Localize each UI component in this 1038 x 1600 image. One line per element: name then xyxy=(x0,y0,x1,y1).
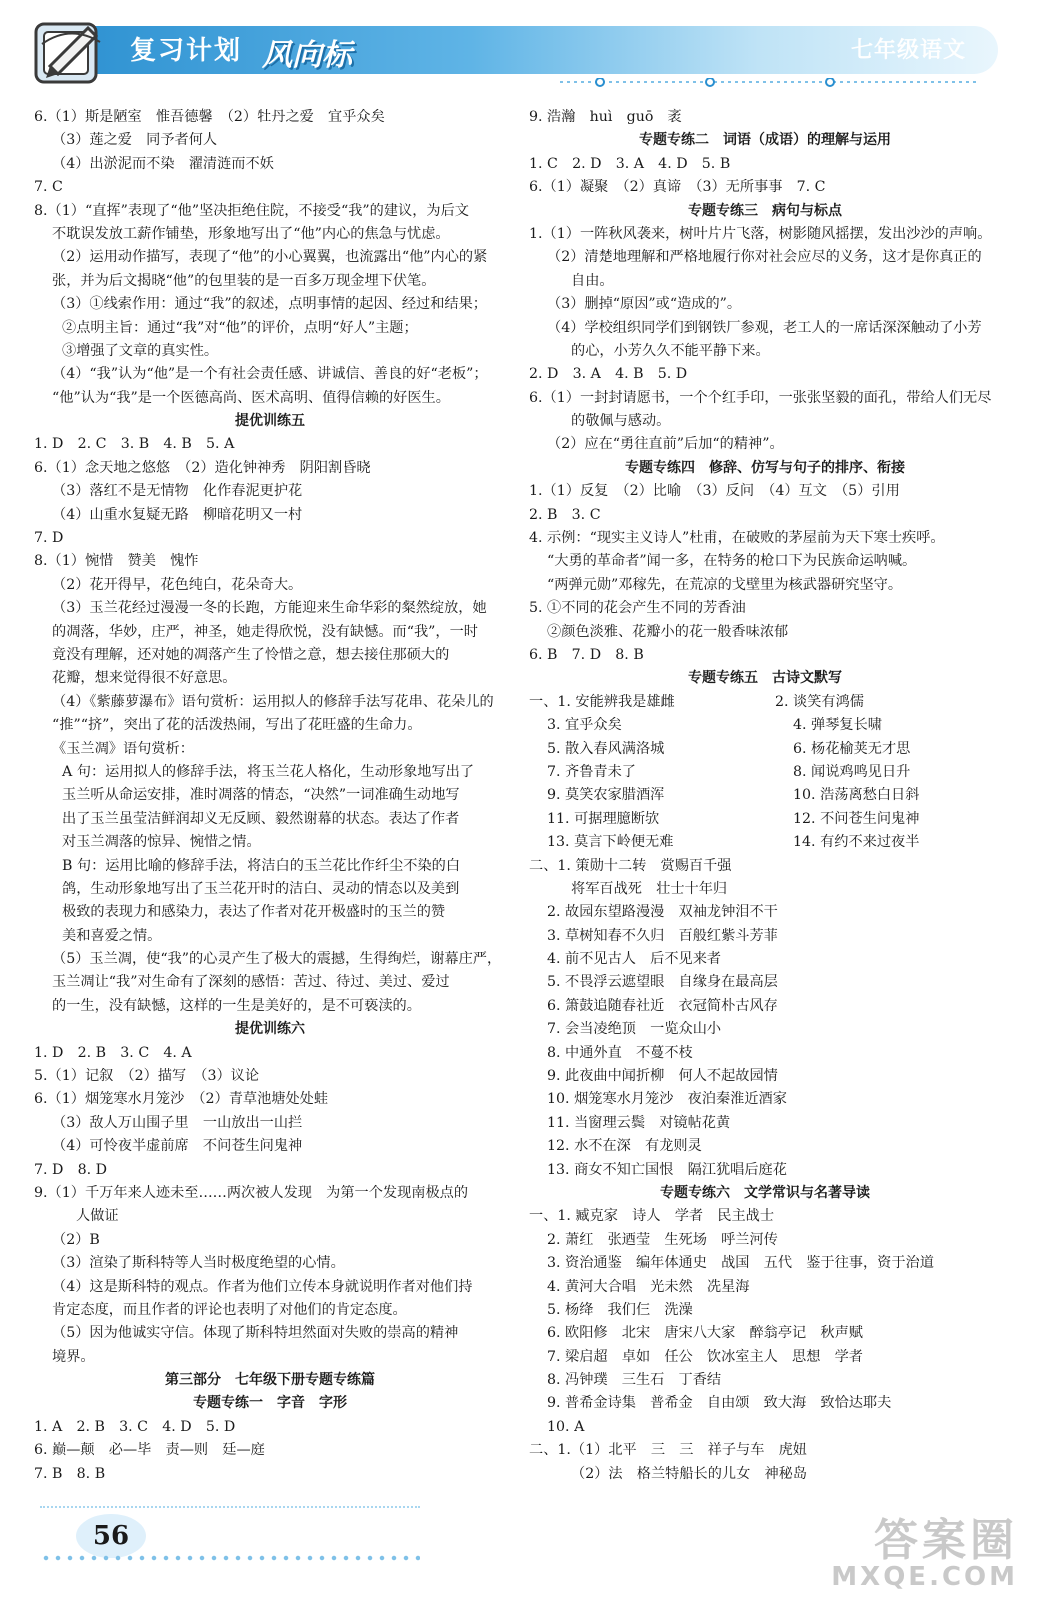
answer-line: 8.（1）“直挥”表现了“他”坚决拒绝住院，不接受“我”的建议，为后文 xyxy=(34,202,469,219)
answer-line-text-second: 6. 杨花榆荚无才思 xyxy=(793,740,911,757)
section-heading: 提优训练六 xyxy=(235,1021,305,1038)
answer-line: “两弹元勋”邓稼先，在荒凉的戈壁里为核武器研究坚守。 xyxy=(547,576,903,593)
answer-line: 7. D xyxy=(34,530,64,547)
answer-line: 的一生，没有缺憾，这样的一生是美好的，是不可亵渎的。 xyxy=(52,997,421,1014)
answer-line: 7. D 8. D xyxy=(34,1161,108,1178)
answer-line: 7. B 8. B xyxy=(34,1465,106,1482)
answer-line-text-second: 12. 不问苍生问鬼神 xyxy=(793,810,920,827)
answer-line: 8. 冯钟璞 三生石 丁香结 xyxy=(547,1372,722,1389)
page-header xyxy=(0,0,1038,100)
answer-line: 一、1. 臧克家 诗人 学者 民主战士 xyxy=(529,1208,775,1225)
answer-line: 10. 烟笼寒水月笼沙 夜泊秦淮近酒家 xyxy=(547,1091,787,1108)
section-heading: 专题专练一 字音 字形 xyxy=(193,1395,347,1412)
answer-line: 1. D 2. B 3. C 4. A xyxy=(34,1044,192,1061)
answer-line: 5. ①不同的花会产生不同的芳香油 xyxy=(529,600,746,617)
answer-line: 1.（1）反复 （2）比喻 （3）反问 （4）互文 （5）引用 xyxy=(529,483,900,500)
answer-line: 11. 当窗理云鬓 对镜帖花黄 xyxy=(547,1114,731,1131)
answer-line: 6. B 7. D 8. B xyxy=(529,646,644,663)
answer-line: 的心，小芳久久不能平静下来。 xyxy=(571,342,770,359)
watermark-url: MXQE.COM xyxy=(831,1562,1018,1592)
answer-line: A 句：运用拟人的修辞手法，将玉兰花人格化，生动形象地写出了 xyxy=(62,763,475,780)
answer-line-pair xyxy=(529,714,1001,737)
answer-line: （2）B xyxy=(52,1231,100,1248)
answer-line: 极致的表现力和感染力，表达了作者对花开极盛时的玉兰的赞 xyxy=(62,904,446,921)
answer-line: 4. 黄河大合唱 光未然 冼星海 xyxy=(547,1278,750,1295)
answer-line: 的凋落，华妙，庄严，神圣，她走得欣悦，没有缺憾。而“我”，一时 xyxy=(52,623,478,640)
page-number: 56 xyxy=(76,1514,146,1558)
answer-line: （2）运用动作描写，表现了“他”的小心翼翼，也流露出“他”内心的紧 xyxy=(52,249,488,266)
answer-line: 9.（1）千万年来人迹未至……两次被人发现 为第一个发现南极点的 xyxy=(34,1184,469,1201)
section-heading: 第三部分 七年级下册专题专练篇 xyxy=(165,1372,375,1389)
watermark-logo-text: 答案圈 xyxy=(874,1515,1018,1566)
answer-line-text-second: 2. 谈笑有鸿儒 xyxy=(775,693,864,710)
answer-line: 竟没有理解，还对她的凋落产生了怜惜之意，想去接住那硕大的 xyxy=(52,646,450,663)
answer-line: ②点明主旨：通过“我”对“他”的评价，点明“好人”主题； xyxy=(62,319,418,336)
answer-line: 13. 商女不知亡国恨 隔江犹唱后庭花 xyxy=(547,1161,787,1178)
answer-line: 不耽误发放工薪作铺垫，形象地写出了“他”内心的焦急与忧虑。 xyxy=(52,225,450,242)
book-pencil-logo-icon xyxy=(30,14,112,92)
answer-line-text: 7. 齐鲁青未了 xyxy=(547,763,636,780)
answer-line: 4. 前不见古人 后不见来者 xyxy=(547,951,722,968)
page-footer xyxy=(0,1500,1038,1600)
left-answer-column xyxy=(34,106,506,1486)
answer-line: 花瓣，想来觉得很不好意思。 xyxy=(52,670,237,687)
answer-line: （5）因为他诚实守信。体现了斯科特坦然面对失败的崇高的精神 xyxy=(52,1325,459,1342)
answer-line: 5. 不畏浮云遮望眼 自缘身在最高层 xyxy=(547,974,778,991)
answer-line: （2）法 格兰特船长的儿女 神秘岛 xyxy=(571,1465,808,1482)
answer-line: （3）删掉“原因”或“造成的”。 xyxy=(547,296,742,313)
answer-line: 2. 故园东望路漫漫 双袖龙钟泪不干 xyxy=(547,904,778,921)
answer-line: 3. 草树知春不久归 百般红紫斗芳菲 xyxy=(547,927,778,944)
answer-line: （3）莲之爱 同予者何人 xyxy=(52,132,218,149)
answer-line: 9. 浩瀚 huì guō 袤 xyxy=(529,109,682,125)
footer-divider xyxy=(40,1506,420,1508)
answer-line: ③增强了文章的真实性。 xyxy=(62,342,219,359)
answer-line: 4. 示例：“现实主义诗人”杜甫，在破败的茅屋前为天下寒士疾呼。 xyxy=(529,530,945,547)
answer-line: 7. C xyxy=(34,179,63,196)
answer-line: 2. D 3. A 4. B 5. D xyxy=(529,366,688,383)
answer-line: 9. 此夜曲中闻折柳 何人不起故园情 xyxy=(547,1068,778,1085)
answer-line: （3）渲染了斯科特等人当时极度绝望的心情。 xyxy=(52,1255,345,1272)
answer-line: 自由。 xyxy=(571,272,614,289)
answer-line-text-second: 4. 弹琴复长啸 xyxy=(793,717,882,734)
answer-line: （4）可怜夜半虚前席 不问苍生问鬼神 xyxy=(52,1138,303,1155)
answer-line: 二、1. 策勋十二转 赏赐百千强 xyxy=(529,857,732,874)
answer-line: 6.（1）斯是陋室 惟吾德馨 （2）牡丹之爱 宜乎众矣 xyxy=(34,109,385,125)
answer-line: （3）敌人万山围子里 一山放出一山拦 xyxy=(52,1114,303,1131)
answer-line: 5. 杨绛 我们仨 洗澡 xyxy=(547,1301,693,1318)
answer-line: （3）①线索作用：通过“我”的叙述，点明事情的起因、经过和结果； xyxy=(52,296,487,313)
answer-line: 玉兰听从命运安排，准时凋落的情态，“决然”一词准确生动地写 xyxy=(62,787,460,804)
answer-line: 7. 梁启超 卓如 任公 饮冰室主人 思想 学者 xyxy=(547,1348,863,1365)
answer-line: 8. 中通外直 不蔓不枝 xyxy=(547,1044,693,1061)
answer-line: （2）应在“勇往直前”后加“的精神”。 xyxy=(547,436,784,453)
header-decoration xyxy=(560,78,980,92)
answer-line: 将军百战死 壮士十年归 xyxy=(571,880,728,897)
answer-line-pair xyxy=(529,761,1001,784)
answer-line-text: 一、1. 安能辨我是雄雌 xyxy=(529,693,675,710)
answer-line: （4）学校组织同学们到钢铁厂参观，老工人的一席话深深触动了小芳 xyxy=(547,319,982,336)
answer-line: 6.（1）凝聚 （2）真谛 （3）无所事事 7. C xyxy=(529,179,826,196)
answer-line: 5.（1）记叙 （2）描写 （3）议论 xyxy=(34,1068,260,1085)
answer-line: 玉兰凋让“我”对生命有了深刻的感悟：苦过、待过、美过、爱过 xyxy=(52,974,450,991)
answer-line-text: 11. 可据理臆断欤 xyxy=(547,810,660,827)
answer-line-text: 13. 莫言下岭便无难 xyxy=(547,834,674,851)
answer-line-pair xyxy=(529,691,1001,714)
answer-line-text-second: 8. 闻说鸡鸣见日升 xyxy=(793,763,911,780)
answer-line: （3）玉兰花经过漫漫一冬的长跑，方能迎来生命华彩的粲然绽放，她 xyxy=(52,600,487,617)
section-heading: 提优训练五 xyxy=(235,413,305,430)
section-heading: 专题专练五 古诗文默写 xyxy=(688,670,842,687)
answer-line: 1. A 2. B 3. C 4. D 5. D xyxy=(34,1418,236,1435)
header-brand: 风向标 xyxy=(262,38,352,73)
answer-line: ②颜色淡雅、花瓣小的花一般香味浓郁 xyxy=(547,623,789,640)
answer-line: （5）玉兰凋，使“我”的心灵产生了极大的震撼，生得绚烂，谢幕庄严， xyxy=(52,951,502,968)
answer-line: 肯定态度，而且作者的评论也表明了对他们的肯定态度。 xyxy=(52,1301,407,1318)
answer-line: 3. 资治通鉴 编年体通史 战国 五代 鉴于往事，资于治道 xyxy=(547,1255,934,1272)
answer-line: “他”认为“我”是一个医德高尚、医术高明、值得信赖的好医生。 xyxy=(52,389,450,406)
section-heading: 专题专练二 词语（成语）的理解与运用 xyxy=(639,132,891,149)
answer-line: 二、1.（1）北平 三 三 祥子与车 虎妞 xyxy=(529,1442,807,1459)
answer-line: 2. 萧红 张迺莹 生死场 呼兰河传 xyxy=(547,1231,778,1248)
right-answer-column xyxy=(529,106,1001,1486)
answer-line-text: 3. 宜乎众矣 xyxy=(547,717,622,734)
section-heading: 专题专练三 病句与标点 xyxy=(688,202,842,219)
answer-line-text-second: 10. 浩荡离愁白日斜 xyxy=(793,787,920,804)
header-grade: 七年级语文 xyxy=(850,38,966,63)
answer-line: （4）出淤泥而不染 濯清涟而不妖 xyxy=(52,155,274,172)
answer-line: “推”“挤”，突出了花的活泼热闹，写出了花旺盛的生命力。 xyxy=(52,717,422,734)
footer-dots xyxy=(40,1554,420,1562)
answer-line: 境界。 xyxy=(52,1348,95,1365)
answer-line: （4）山重水复疑无路 柳暗花明又一村 xyxy=(52,506,303,523)
answer-line: 出了玉兰虽莹洁鲜润却义无反顾、毅然谢幕的状态。表达了作者 xyxy=(62,810,460,827)
answer-line: 6.（1）念天地之悠悠 （2）造化钟神秀 阴阳割昏晓 xyxy=(34,459,371,476)
answer-line: 7. 会当凌绝顶 一览众山小 xyxy=(547,1021,722,1038)
answer-line: 2. B 3. C xyxy=(529,506,601,523)
header-title: 复习计划 xyxy=(130,36,243,66)
answer-line: 人做证 xyxy=(76,1208,119,1225)
answer-line: 1. D 2. C 3. B 4. B 5. A xyxy=(34,436,235,453)
answer-line: （4）《紫藤萝瀑布》语句赏析：运用拟人的修辞手法写花串、花朵儿的 xyxy=(52,693,494,710)
answer-line: 《玉兰凋》语句赏析： xyxy=(52,740,194,757)
answer-line-text-second: 14. 有约不来过夜半 xyxy=(793,834,920,851)
answer-line: 6.（1）烟笼寒水月笼沙 （2）青草池塘处处蛙 xyxy=(34,1091,329,1108)
answer-line: “大勇的革命者”闻一多，在特务的枪口下为民族命运呐喊。 xyxy=(547,553,917,570)
section-heading: 专题专练六 文学常识与名著导读 xyxy=(660,1184,870,1201)
answer-line: 的敬佩与感动。 xyxy=(571,413,671,430)
answer-line: 对玉兰凋落的惊异、惋惜之情。 xyxy=(62,834,261,851)
watermark xyxy=(831,1504,1018,1592)
answer-line-pair xyxy=(529,738,1001,761)
answer-line: 1. C 2. D 3. A 4. D 5. B xyxy=(529,155,731,172)
answer-line: （2）花开得早，花色纯白，花朵奇大。 xyxy=(52,576,303,593)
answer-line-text: 9. 莫笑农家腊酒浑 xyxy=(547,787,665,804)
answer-line: B 句：运用比喻的修辞手法，将洁白的玉兰花比作纤尘不染的白 xyxy=(62,857,461,874)
answer-line: （4）这是斯科特的观点。作者为他们立传本身就说明作者对他们持 xyxy=(52,1278,473,1295)
answer-line-pair xyxy=(529,831,1001,854)
answer-line: （3）落红不是无情物 化作春泥更护花 xyxy=(52,483,303,500)
answer-line-text: 5. 散入春风满洛城 xyxy=(547,740,665,757)
answer-line: 1.（1）一阵秋风袭来，树叶片片飞落，树影随风摇摆，发出沙沙的声响。 xyxy=(529,225,992,242)
answer-line: 鸽，生动形象地写出了玉兰花开时的洁白、灵动的情态以及美到 xyxy=(62,880,460,897)
answer-line: 12. 水不在深 有龙则灵 xyxy=(547,1138,702,1155)
answer-line: 6. 箫鼓追随春社近 衣冠简朴古风存 xyxy=(547,997,778,1014)
answer-line: 6. 巅—颠 必—毕 责—则 廷—庭 xyxy=(34,1442,265,1459)
answer-line: （2）清楚地理解和严格地履行你对社会应尽的义务，这才是你真正的 xyxy=(547,249,982,266)
answer-line: （4）“我”认为“他”是一个有社会责任感、讲诚信、善良的好“老板”； xyxy=(52,366,488,383)
answer-line-pair xyxy=(529,784,1001,807)
answer-line-pair xyxy=(529,808,1001,831)
answer-line: 美和喜爱之情。 xyxy=(62,927,162,944)
answer-line: 10. A xyxy=(547,1418,585,1435)
answer-line: 6. 欧阳修 北宋 唐宋八大家 醉翁亭记 秋声赋 xyxy=(547,1325,863,1342)
answer-line: 张，并为后文揭晓“他”的包里装的是一百多万现金埋下伏笔。 xyxy=(52,272,436,289)
answer-line: 6.（1）一封封请愿书，一个个红手印，一张张坚毅的面孔，带给人们无尽 xyxy=(529,389,992,406)
answer-line: 8.（1）惋惜 赞美 愧怍 xyxy=(34,553,199,570)
answer-line: 9. 普希金诗集 普希金 自由颂 致大海 致恰达耶夫 xyxy=(547,1395,892,1412)
section-heading: 专题专练四 修辞、仿写与句子的排序、衔接 xyxy=(625,459,905,476)
